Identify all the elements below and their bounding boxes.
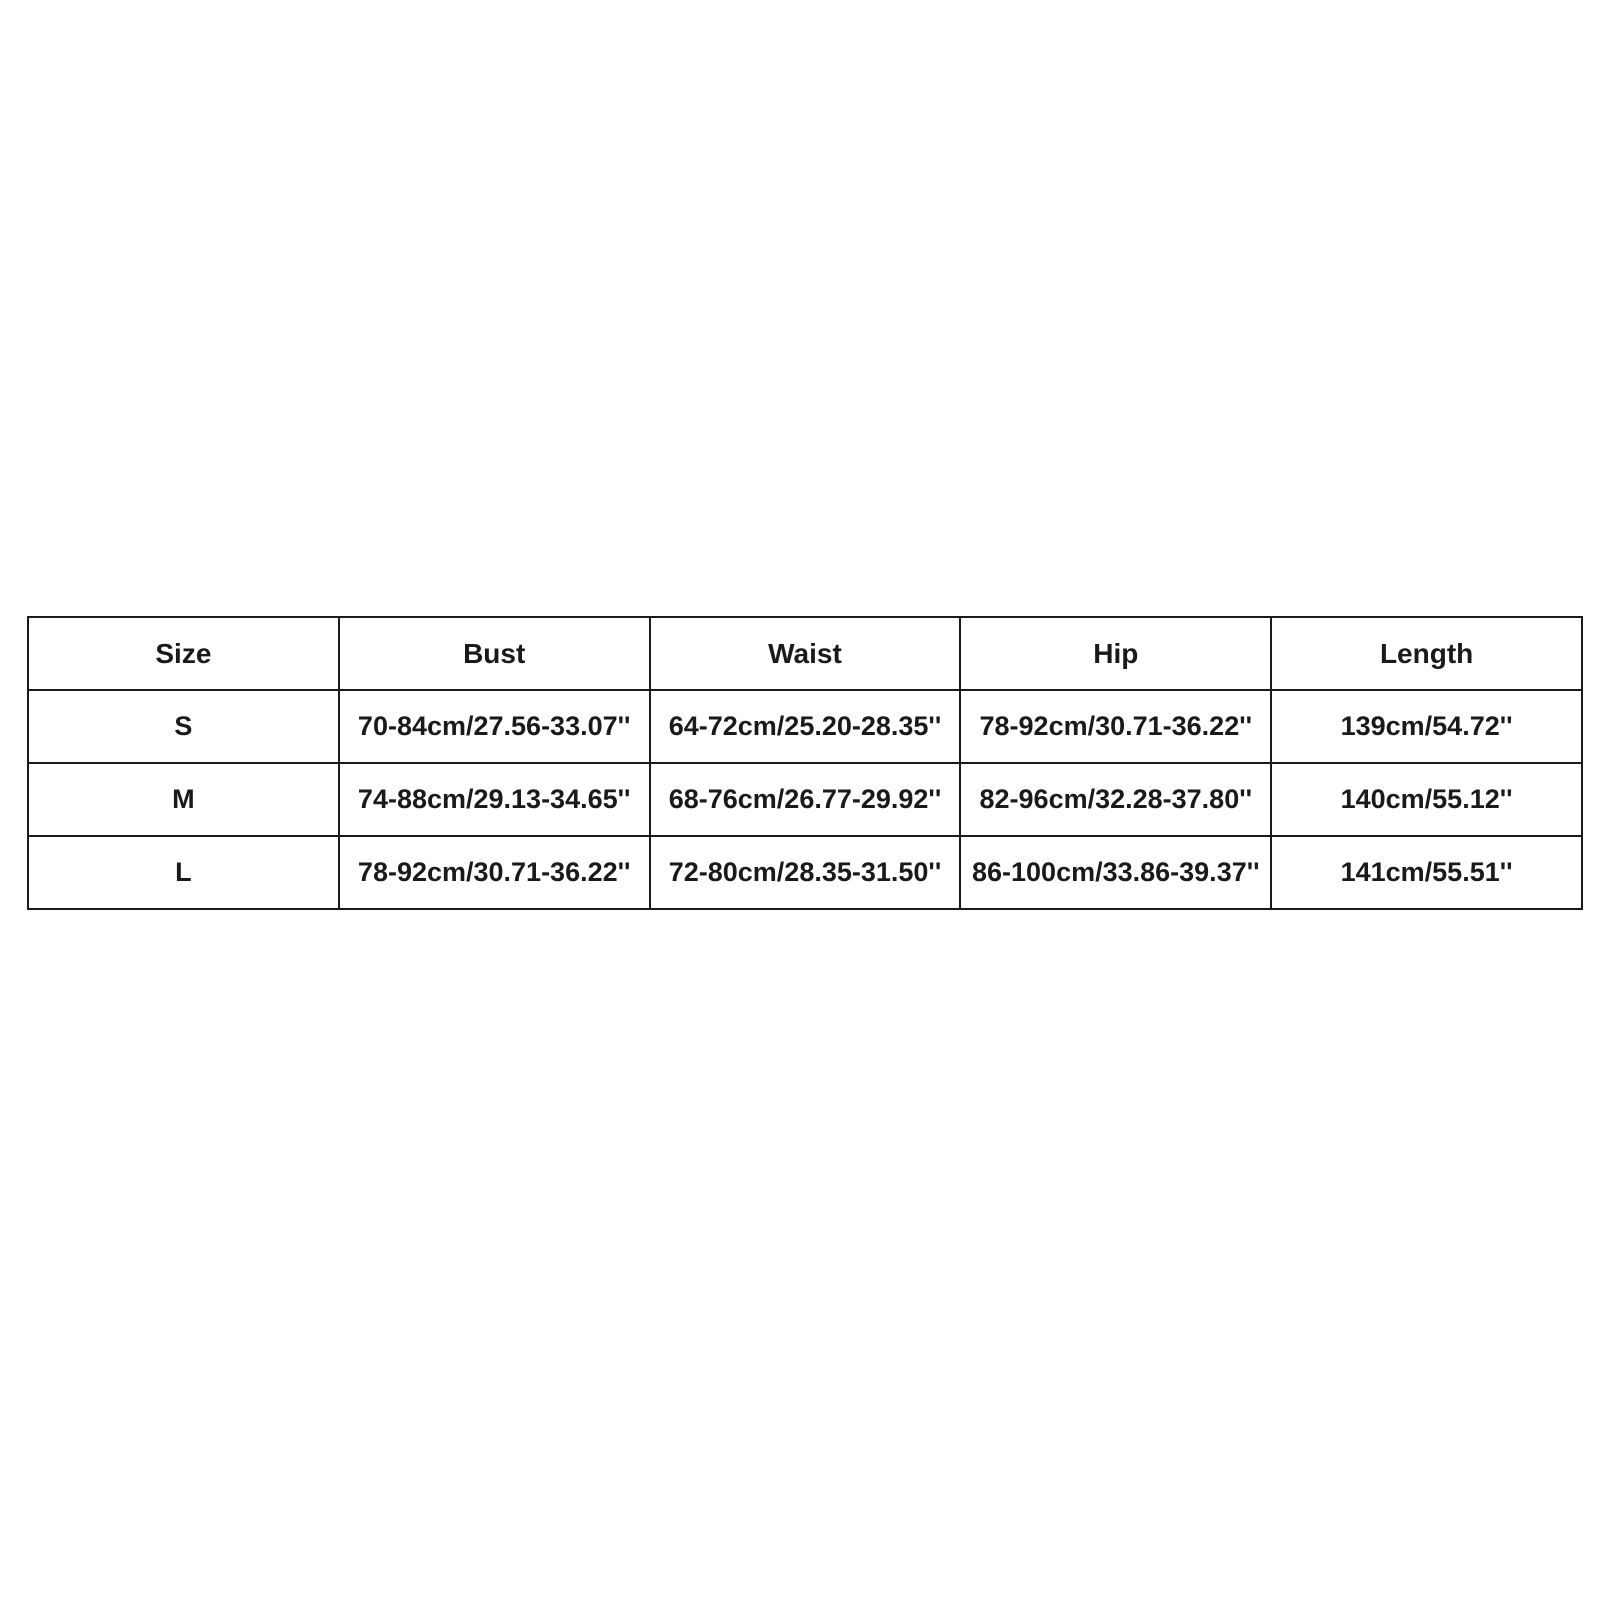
cell-length: 141cm/55.51'' xyxy=(1271,836,1582,909)
cell-waist: 72-80cm/28.35-31.50'' xyxy=(650,836,961,909)
cell-hip: 86-100cm/33.86-39.37'' xyxy=(960,836,1271,909)
cell-size: S xyxy=(28,690,339,763)
table-row xyxy=(28,836,1582,909)
cell-hip: 78-92cm/30.71-36.22'' xyxy=(960,690,1271,763)
table-row xyxy=(28,763,1582,836)
cell-size: M xyxy=(28,763,339,836)
cell-bust: 74-88cm/29.13-34.65'' xyxy=(339,763,650,836)
cell-bust: 70-84cm/27.56-33.07'' xyxy=(339,690,650,763)
table-row xyxy=(28,690,1582,763)
cell-hip: 82-96cm/32.28-37.80'' xyxy=(960,763,1271,836)
cell-size: L xyxy=(28,836,339,909)
header-hip: Hip xyxy=(960,617,1271,690)
size-chart-table xyxy=(27,616,1583,910)
cell-length: 140cm/55.12'' xyxy=(1271,763,1582,836)
header-row xyxy=(28,617,1582,690)
header-size: Size xyxy=(28,617,339,690)
cell-waist: 68-76cm/26.77-29.92'' xyxy=(650,763,961,836)
header-bust: Bust xyxy=(339,617,650,690)
cell-waist: 64-72cm/25.20-28.35'' xyxy=(650,690,961,763)
cell-bust: 78-92cm/30.71-36.22'' xyxy=(339,836,650,909)
header-length: Length xyxy=(1271,617,1582,690)
header-waist: Waist xyxy=(650,617,961,690)
cell-length: 139cm/54.72'' xyxy=(1271,690,1582,763)
